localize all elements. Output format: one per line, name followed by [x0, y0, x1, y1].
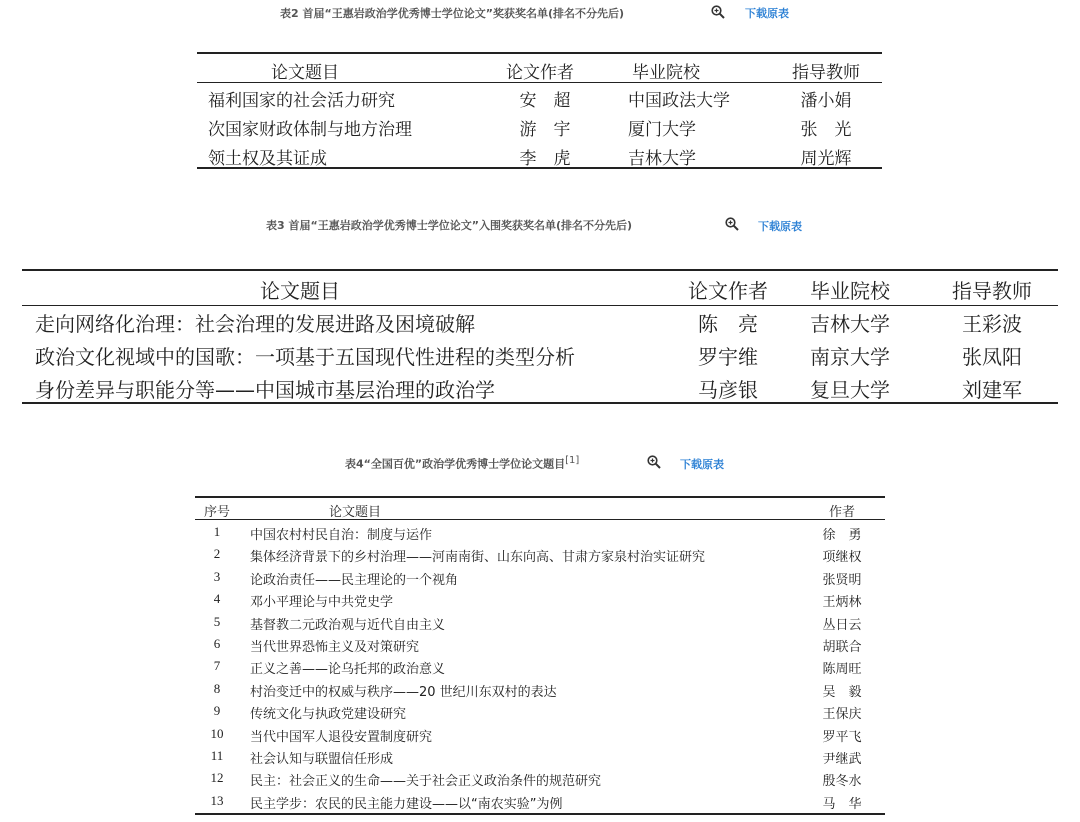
table2-cell: 潘小娟 — [800, 91, 852, 111]
table4-cell: 殷冬水 — [822, 774, 862, 790]
table2-header-cell: 论文题目 — [271, 63, 339, 83]
table4-row-number: 3 — [213, 568, 221, 584]
table4-cell: 集体经济背景下的乡村治理——河南南街、山东向高、甘肃方家泉村治实证研究 — [250, 550, 706, 566]
table4-row-number: 9 — [213, 703, 221, 719]
table2-cell: 游 宇 — [519, 120, 571, 140]
table2-cell: 安 超 — [519, 91, 571, 111]
table3-download-link[interactable]: 下载原表 — [758, 220, 802, 233]
table4-caption-text: 表4“全国百优”政治学优秀博士学位论文题目 — [345, 457, 566, 471]
table4-row-number: 12 — [210, 770, 224, 786]
table4-cell: 罗平飞 — [822, 729, 862, 745]
table4-cell: 张贤明 — [822, 572, 862, 588]
table3-cell: 南京大学 — [810, 345, 890, 369]
table4-cell: 社会认知与联盟信任形成 — [250, 752, 394, 767]
table2-cell: 中国政法大学 — [628, 91, 730, 111]
table3-header-cell: 毕业院校 — [810, 279, 890, 303]
table-rule — [197, 52, 882, 54]
table4-row-number: 5 — [213, 613, 221, 629]
table4-cell: 传统文化与执政党建设研究 — [250, 707, 407, 723]
table4-header-cell: 作者 — [828, 505, 856, 520]
table4-row-number: 1 — [213, 524, 221, 539]
table3-cell: 刘建军 — [962, 378, 1022, 402]
zoom-in-icon[interactable] — [725, 216, 739, 230]
zoom-in-icon[interactable] — [711, 4, 725, 18]
table4-cell: 邓小平理论与中共党史学 — [250, 595, 394, 611]
table2-header-cell: 指导教师 — [792, 63, 860, 83]
table3-cell: 罗宇维 — [698, 345, 758, 369]
table4-row-number: 6 — [213, 636, 221, 651]
table4-cell: 徐 勇 — [822, 528, 862, 543]
table4-cell: 基督教二元政治观与近代自由主义 — [250, 617, 446, 633]
table3-cell: 身份差异与职能分等——中国城市基层治理的政治学 — [35, 378, 495, 402]
table-rule — [195, 496, 885, 498]
table4-row-number: 2 — [213, 546, 221, 562]
table3-cell: 张凤阳 — [962, 345, 1022, 369]
table4-cell: 中国农村村民自治：制度与运作 — [250, 528, 433, 543]
table-rule — [195, 813, 885, 815]
table2-cell: 周光辉 — [800, 149, 852, 169]
table4-cell: 论政治责任——民主理论的一个视角 — [250, 572, 459, 588]
table4-download-link[interactable]: 下载原表 — [680, 458, 724, 471]
table3-header-cell: 论文题目 — [260, 279, 340, 303]
table4-header-cell: 序号 — [203, 505, 231, 520]
table4-cell: 吴 毅 — [822, 684, 862, 700]
table4-cell: 正义之善——论乌托邦的政治意义 — [250, 662, 446, 678]
table4-row-number: 10 — [210, 725, 224, 741]
table3-cell: 政治文化视域中的国歌：一项基于五国现代性进程的类型分析 — [35, 345, 575, 369]
table3-cell: 陈 亮 — [698, 312, 758, 336]
table4-cell: 项继权 — [822, 550, 862, 566]
table4-cell: 王保庆 — [822, 707, 862, 723]
table4-row-number: 11 — [210, 748, 224, 763]
footnote-link[interactable]: [1] — [565, 455, 580, 466]
table2-cell: 领土权及其证成 — [208, 149, 327, 169]
table2-cell: 吉林大学 — [628, 149, 696, 169]
table2-download-link[interactable]: 下载原表 — [745, 7, 789, 20]
table3-cell: 走向网络化治理：社会治理的发展进路及困境破解 — [35, 312, 475, 336]
table2-cell: 李 虎 — [519, 149, 571, 169]
table4-cell: 村治变迁中的权威与秩序——20 世纪川东双村的表达 — [250, 684, 557, 700]
table4-row-number: 7 — [213, 658, 221, 674]
table4-cell: 陈周旺 — [822, 662, 862, 678]
table4-cell: 当代世界恐怖主义及对策研究 — [250, 640, 420, 655]
table2-header-cell: 毕业院校 — [632, 63, 700, 83]
table2-cell: 厦门大学 — [628, 120, 696, 140]
table2-cell: 次国家财政体制与地方治理 — [208, 120, 412, 140]
table4-cell: 丛日云 — [822, 617, 862, 633]
table2-cell: 福利国家的社会活力研究 — [208, 91, 395, 111]
table4-caption — [345, 455, 579, 472]
zoom-in-icon[interactable] — [647, 454, 661, 468]
table-rule — [22, 269, 1058, 271]
table2-caption: 表2 首届“王惠岩政治学优秀博士学位论文”奖获奖名单(排名不分先后) — [280, 7, 624, 20]
table4-cell: 王炳林 — [822, 595, 862, 611]
table3-cell: 王彩波 — [962, 312, 1022, 336]
table4-row-number: 13 — [210, 792, 224, 808]
table4-cell: 民主学步：农民的民主能力建设——以“南农实验”为例 — [250, 796, 563, 812]
table4-row-number: 8 — [213, 680, 221, 696]
table4-cell: 马 华 — [822, 796, 862, 812]
table4-row-number: 4 — [213, 591, 221, 607]
table3-cell: 吉林大学 — [810, 312, 890, 336]
table-rule — [195, 519, 885, 520]
table3-header-cell: 指导教师 — [952, 279, 1032, 303]
table4-cell: 尹继武 — [822, 752, 862, 767]
table2-cell: 张 光 — [800, 120, 852, 140]
table4-cell: 当代中国军人退役安置制度研究 — [250, 729, 433, 745]
table3-cell: 复旦大学 — [810, 378, 890, 402]
table4-cell: 胡联合 — [822, 640, 862, 655]
table-rule — [22, 305, 1058, 306]
table4-cell: 民主：社会正义的生命——关于社会正义政治条件的规范研究 — [250, 774, 602, 790]
table3-cell: 马彦银 — [698, 378, 758, 402]
table4-header-cell: 论文题目 — [328, 505, 382, 520]
table2-header-cell: 论文作者 — [506, 63, 574, 83]
table3-caption: 表3 首届“王惠岩政治学优秀博士学位论文”入围奖获奖名单(排名不分先后) — [266, 219, 632, 232]
table3-header-cell: 论文作者 — [688, 279, 768, 303]
